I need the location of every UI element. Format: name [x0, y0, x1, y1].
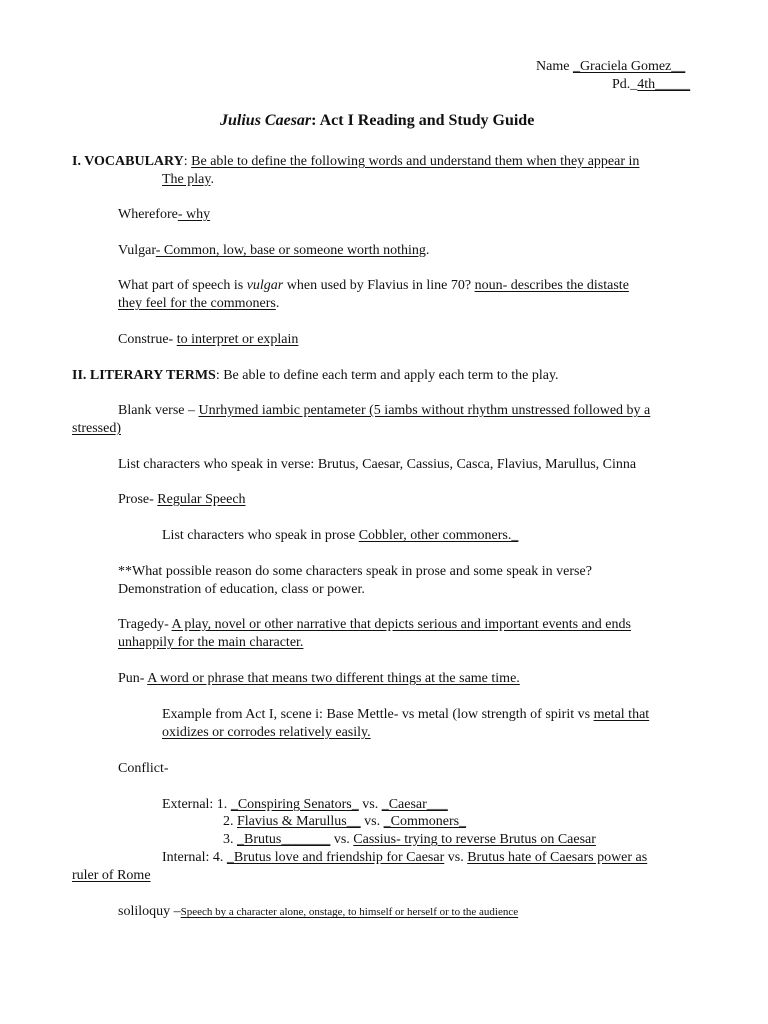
- blank-verse-def-2: stressed): [72, 421, 121, 436]
- external-label: External: 1.: [162, 797, 231, 812]
- prose-chars-value: Cobbler, other commoners._: [358, 528, 519, 543]
- title-play-name: Julius Caesar: [220, 112, 312, 129]
- conflict-external-2: [223, 813, 466, 831]
- blank-verse-line-1: [118, 402, 650, 420]
- pun-example-line-2: [162, 724, 371, 742]
- internal-label: Internal: 4.: [162, 850, 227, 865]
- verse-characters: List characters who speak in verse: Brutus, Caesar, Cassius, Casca, Flavius, Marullus, Cinna: [118, 457, 637, 472]
- pun-term: Pun-: [118, 671, 148, 686]
- conflict-2-vs: vs.: [360, 814, 384, 829]
- tragedy-def-2: unhappily for the main character.: [118, 635, 304, 650]
- conflict-heading: Conflict-: [118, 761, 169, 776]
- literary-instruction: : Be able to define each term and apply each term to the play.: [215, 368, 559, 383]
- conflict-3-b: Cassius- trying to reverse Brutus on Caesar: [353, 832, 596, 847]
- tragedy-def-1: A play, novel or other narrative that depicts serious and important events and ends: [171, 617, 631, 632]
- title-rest: : Act I Reading and Study Guide: [311, 112, 535, 129]
- prose-term: Prose-: [118, 492, 158, 507]
- conflict-1-a: _Conspiring Senators_: [230, 797, 359, 812]
- construe-term: Construe-: [118, 332, 177, 347]
- pun-def: A word or phrase that means two different things at the same time.: [147, 671, 520, 686]
- question-word: vulgar: [246, 278, 284, 293]
- question-answer-2: they feel for the commoners: [118, 296, 276, 311]
- question-answer-1: noun- describes the distaste: [474, 278, 629, 293]
- conflict-2-num: 2.: [223, 814, 237, 829]
- wherefore-def: - why: [177, 207, 211, 222]
- conflict-2-a: Flavius & Marullus__: [237, 814, 361, 829]
- conflict-3-vs: vs.: [330, 832, 354, 847]
- page-title: [220, 112, 534, 130]
- name-value: _Graciela Gomez__: [572, 59, 686, 74]
- literary-heading-line: [72, 367, 559, 385]
- vocab-heading: I. VOCABULARY: [72, 154, 184, 169]
- construe-def: to interpret or explain: [176, 332, 299, 347]
- conflict-3-num: 3.: [223, 832, 237, 847]
- conflict-internal-4-line-2: [72, 867, 151, 885]
- pun-example-prefix: Example from Act I, scene i: Base Mettle- vs metal (low strength of spirit vs: [162, 707, 594, 722]
- period-label: Pd._: [612, 77, 638, 92]
- vocab-instruction-2: The play: [162, 172, 211, 187]
- prose-chars-label: List characters who speak in prose: [162, 528, 359, 543]
- vulgar-def: - Common, low, base or someone worth nothing: [155, 243, 426, 258]
- literary-heading: II. LITERARY TERMS: [72, 368, 216, 383]
- conflict-2-b: _Commoners_: [383, 814, 467, 829]
- vocab-instruction-1: Be able to define the following words and understand them when they appear in: [191, 154, 640, 169]
- conflict-4-a: _Brutus love and friendship for Caesar: [226, 850, 445, 865]
- question-suffix: when used by Flavius in line 70?: [283, 278, 475, 293]
- conflict-4-vs: vs.: [444, 850, 468, 865]
- blank-verse-line-2: [72, 420, 121, 438]
- vocab-instruction-line-2: The play.: [162, 172, 214, 187]
- pun-example-line-1: [162, 706, 649, 724]
- conflict-3-a: _Brutus_______: [237, 832, 331, 847]
- soliloquy-line: [118, 903, 518, 921]
- vocab-vulgar: Vulgar- Common, low, base or someone worth nothing.: [118, 243, 430, 258]
- blank-verse-def-1: Unrhymed iambic pentameter (5 iambs without rhythm unstressed followed by a: [198, 403, 651, 418]
- vocab-wherefore: [118, 206, 210, 224]
- vulgar-term: Vulgar: [118, 243, 156, 258]
- conflict-1-b: _Caesar___: [381, 797, 448, 812]
- prose-characters: [162, 527, 518, 545]
- name-line: [536, 58, 685, 76]
- tragedy-line-2: [118, 634, 303, 652]
- wherefore-term: Wherefore: [118, 207, 178, 222]
- pun-example-underlined-1: metal that: [593, 707, 650, 722]
- reason-question: **What possible reason do some characters speak in prose and some speak in verse?: [118, 564, 592, 579]
- conflict-internal-4: [162, 849, 647, 867]
- conflict-external-1: [162, 796, 448, 814]
- prose-line: [118, 491, 246, 509]
- conflict-external-3: [223, 831, 596, 849]
- blank-verse-term: Blank verse –: [118, 403, 199, 418]
- pun-line: [118, 670, 520, 688]
- vocab-heading-line: I. VOCABULARY: Be able to define the following words and understand them when they appear in: [72, 154, 640, 169]
- prose-def: Regular Speech: [157, 492, 246, 507]
- conflict-4-b: Brutus hate of Caesars power as: [467, 850, 648, 865]
- pun-example-underlined-2: oxidizes or corrodes relatively easily.: [162, 725, 371, 740]
- vocab-question-line-1: [118, 277, 629, 295]
- conflict-1-vs: vs.: [358, 797, 382, 812]
- tragedy-line-1: [118, 616, 631, 634]
- period-value: 4th_____: [637, 77, 691, 92]
- period-line: [612, 76, 690, 94]
- vocab-question-line-2: they feel for the commoners.: [118, 296, 280, 311]
- soliloquy-term: soliloquy –: [118, 904, 181, 919]
- name-label: Name: [536, 59, 573, 74]
- conflict-4-b2: ruler of Rome: [72, 868, 151, 883]
- tragedy-term: Tragedy-: [118, 617, 172, 632]
- vocab-construe: [118, 331, 298, 349]
- reason-answer: Demonstration of education, class or power.: [118, 582, 365, 597]
- question-prefix: What part of speech is: [118, 278, 247, 293]
- soliloquy-def: Speech by a character alone, onstage, to himself or herself or to the audience: [180, 906, 519, 918]
